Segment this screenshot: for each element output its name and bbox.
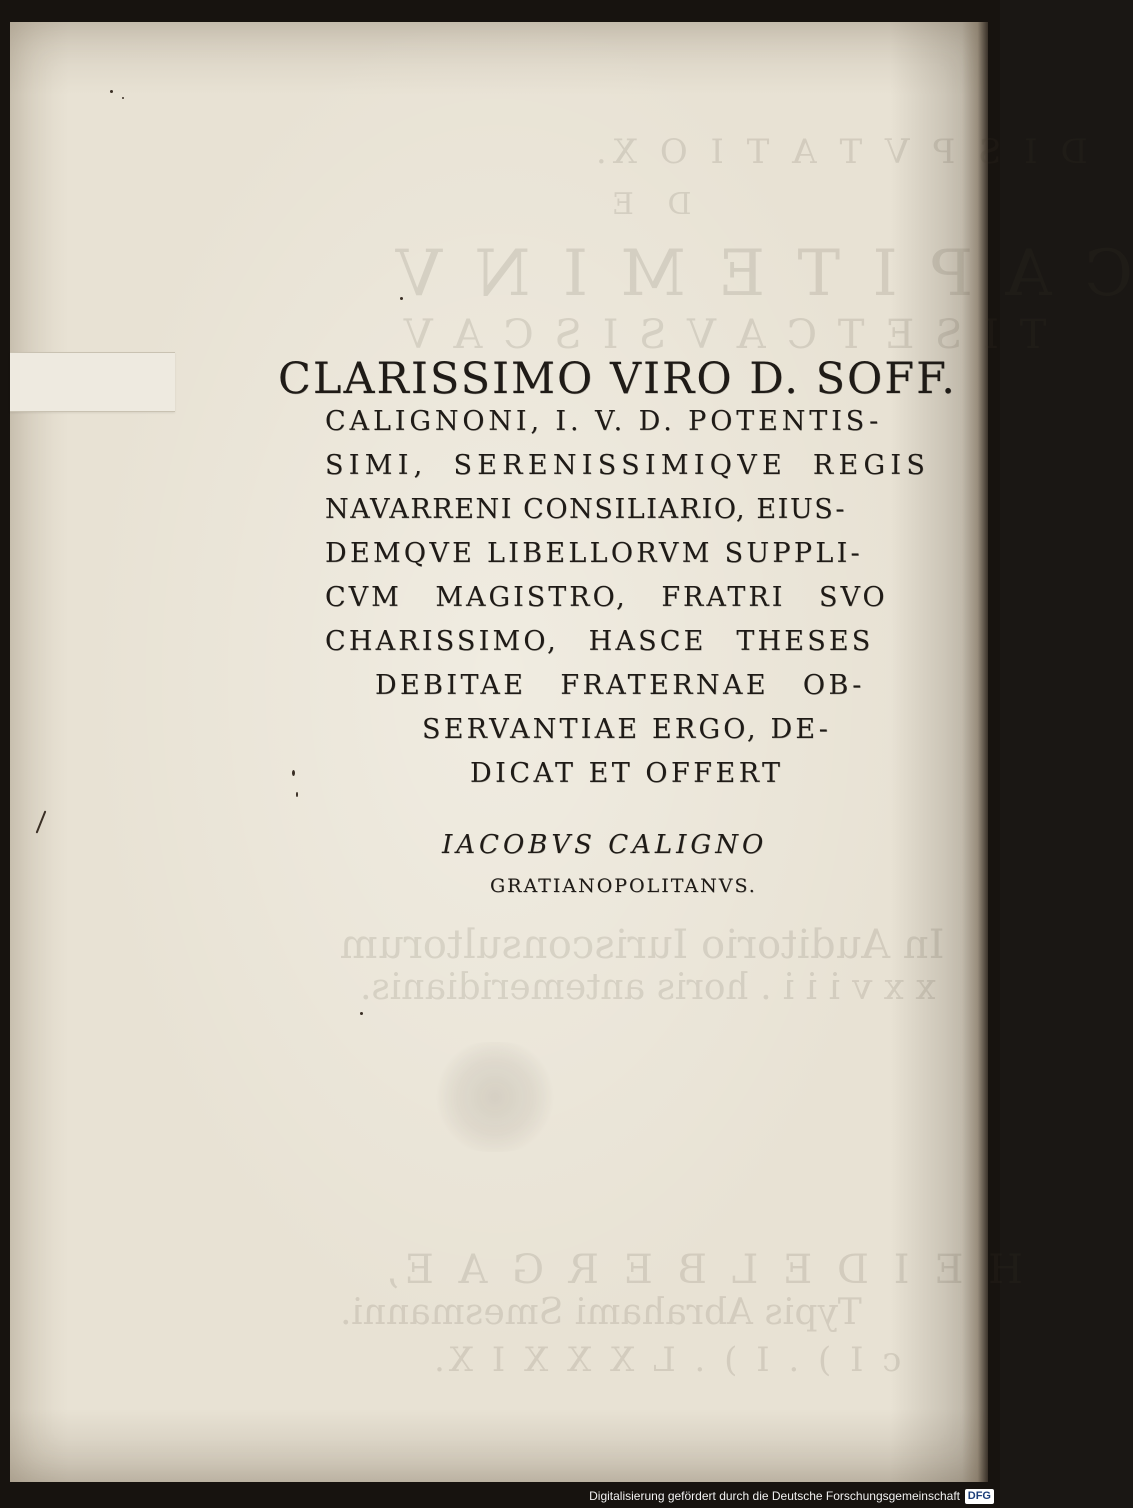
dedication-line-2: CALIGNONI, I. V. D. POTENTIS-	[325, 406, 883, 437]
author-origin: GRATIANOPOLITANVS.	[490, 875, 757, 897]
dedication-line-4: NAVARRENI CONSILIARIO, EIUS-	[325, 494, 847, 525]
dedication-line-10: DICAT ET OFFERT	[470, 758, 784, 789]
dfg-logo: DFG	[965, 1489, 994, 1504]
author-name: IACOBVS CALIGNO	[442, 830, 768, 860]
dedication-text-block	[10, 22, 1133, 1482]
dedication-line-7: CHARISSIMO, HASCE THESES	[325, 626, 874, 657]
show-through-reverse-text: D I S P V T A T I O X. D E C A P I T E M I N V T I S E T C A V S I S C A V In Auditorio Iurisconsultorum x x v i i i . horis antemeridianis. H E I D E L B E R G A E, Typis Abrahami Smesmanni. c I ) . I ) . L X X X I X.	[340, 132, 1133, 1380]
dedication-line-3: SIMI, SERENISSIMIQVE REGIS	[325, 450, 931, 481]
dedication-line-5: DEMQVE LIBELLORVM SUPPLI-	[325, 538, 863, 569]
dedication-line-1: CLARISSIMO VIRO D. SOFF.	[278, 354, 957, 404]
footer-bar	[0, 1482, 1000, 1508]
dedication-line-8: DEBITAE FRATERNAE OB-	[375, 670, 865, 701]
funding-credit: Digitalisierung gefördert durch die Deutsche Forschungsgemeinschaft	[589, 1489, 960, 1503]
dedication-line-6: CVM MAGISTRO, FRATRI SVO	[325, 582, 888, 613]
dedication-line-9: SERVANTIAE ERGO, DE-	[422, 714, 832, 745]
book-page	[10, 22, 1133, 1482]
